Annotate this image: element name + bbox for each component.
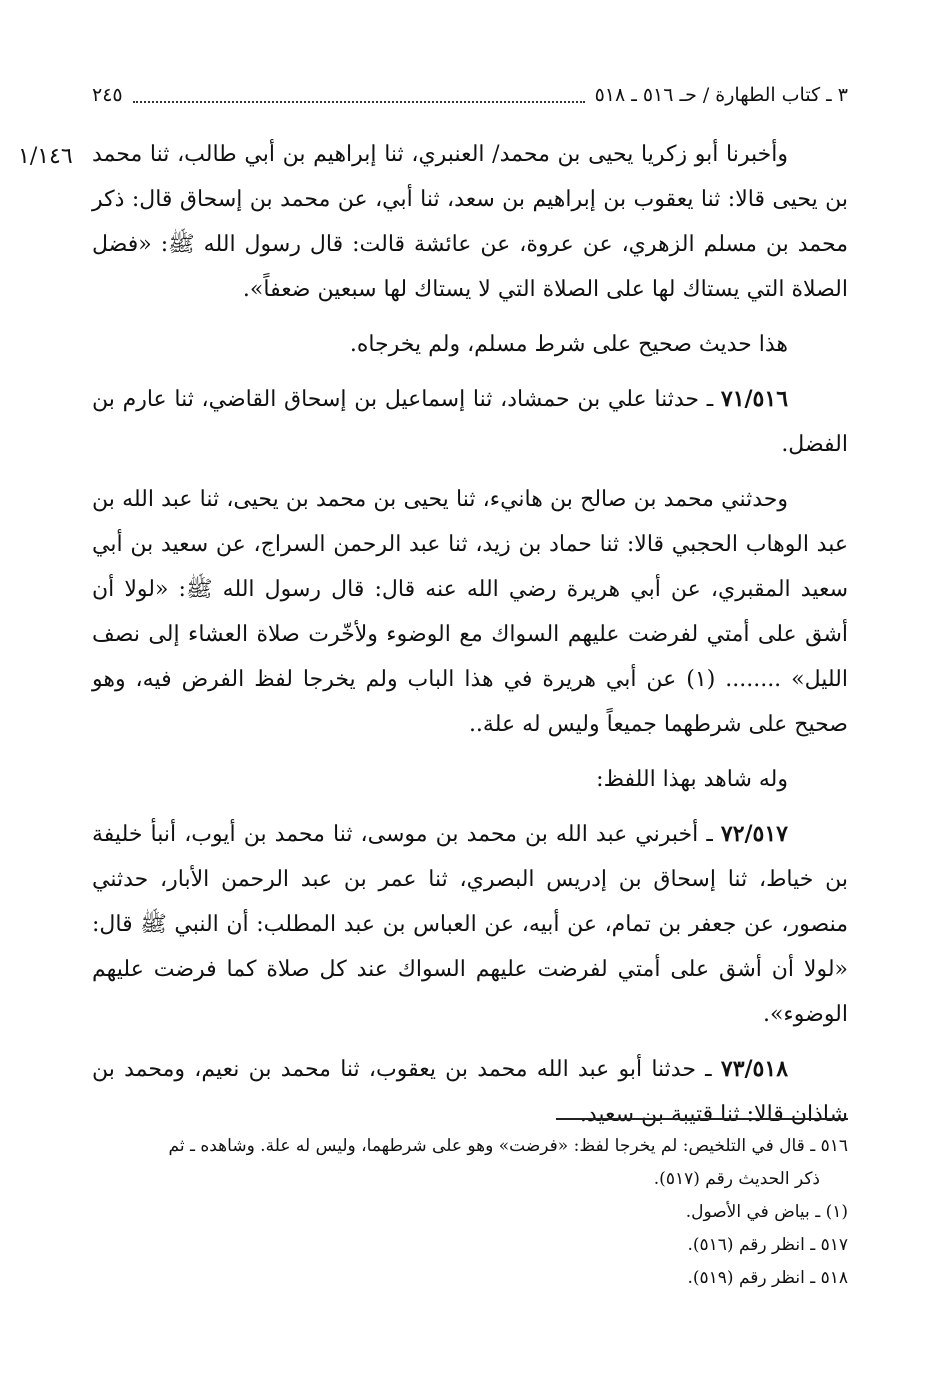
footnote-517: ٥١٧ ـ انظر رقم (٥١٦).: [687, 1235, 848, 1255]
hadith-number: ٧٢/٥١٧: [720, 821, 788, 847]
chapter-title: ٣ ـ كتاب الطهارة / حـ ٥١٦ ـ ٥١٨: [594, 84, 848, 106]
hadith-517: [92, 812, 848, 1037]
hadith-number: ٧٣/٥١٨: [720, 1056, 789, 1082]
hadith-text: ـ حدثنا أبو عبد الله محمد بن يعقوب، ثنا محمد بن نعيم، ومحمد بن شاذان قالا: ثنا قتيبة بن سعيد.: [92, 1057, 848, 1127]
footnote-516: ٥١٦ ـ قال في التلخيص: لم يخرجا لفظ: «فرضت» وهو على شرطهما، وليس له علة. وشاهده ـ ثم: [168, 1136, 848, 1156]
hadith-516: [92, 377, 848, 467]
paragraph-grading: هذا حديث صحيح على شرط مسلم، ولم يخرجاه.: [349, 332, 788, 357]
hadith-number: ٧١/٥١٦: [720, 386, 789, 412]
footnote-516-continuation: ذكر الحديث رقم (٥١٧).: [653, 1169, 820, 1189]
footnote-divider: [556, 1118, 848, 1120]
paragraph-witness: وله شاهد بهذا اللفظ:: [596, 767, 788, 792]
hadith-text: ـ حدثنا علي بن حمشاد، ثنا إسماعيل بن إسحاق القاضي، ثنا عارم بن الفضل.: [92, 387, 848, 457]
hadith-text: ـ أخبرني عبد الله بن محمد بن موسى، ثنا محمد بن أيوب، أنبأ خليفة بن خياط، ثنا إسحاق بن إدريس البصري، ثنا عمر بن عبد الرحمن الأبار، حدثني منصور، عن جعفر بن تمام، عن أبيه، عن العباس بن عبد المطلب: أن النبي ﷺ قال: «لولا أن أشق على أمتي لفرضت عليهم السواك عند كل صلاة كما فرضت عليهم الوضوء».: [92, 822, 848, 1027]
hadith-518: [92, 1047, 848, 1137]
page-number: ٢٤٥: [92, 84, 123, 106]
footnote-518: ٥١٨ ـ انظر رقم (٥١٩).: [687, 1268, 848, 1288]
footnote-1: (١) ـ بياض في الأصول.: [685, 1202, 848, 1222]
running-header: [92, 78, 848, 112]
dotted-leader: [133, 87, 585, 103]
paragraph-narration: وحدثني محمد بن صالح بن هانيء، ثنا يحيى بن محمد بن يحيى، ثنا عبد الله بن عبد الوهاب الحجبي قالا: ثنا حماد بن زيد، ثنا عبد الرحمن السراج، عن سعيد بن أبي سعيد المقبري، عن أبي هريرة رضي الله عنه قال: قال رسول الله ﷺ: «لولا أن أشق على أمتي لفرضت عليهم السواك مع الوضوء ولأخّرت صلاة العشاء إلى نصف الليل» ........ (١) عن أبي هريرة في هذا الباب ولم يخرجا لفظ الفرض فيه، وهو صحيح على شرطهما جميعاً وليس له علة..: [92, 487, 849, 737]
paragraph-chain: وأخبرنا أبو زكريا يحيى بن محمد/ العنبري، ثنا إبراهيم بن أبي طالب، ثنا محمد بن يحيى قالا: ثنا يعقوب بن إبراهيم بن سعد، ثنا أبي، عن محمد بن إسحاق قال: ذكر محمد بن مسلم الزهري، عن عروة، عن عائشة قالت: قال رسول الله ﷺ: «فضل الصلاة التي يستاك لها على الصلاة التي لا يستاك لها سبعين ضعفاً».: [92, 142, 848, 302]
main-text: [92, 132, 848, 1147]
footnotes: [92, 1130, 848, 1295]
margin-reference: ١/١٤٦: [18, 144, 73, 169]
